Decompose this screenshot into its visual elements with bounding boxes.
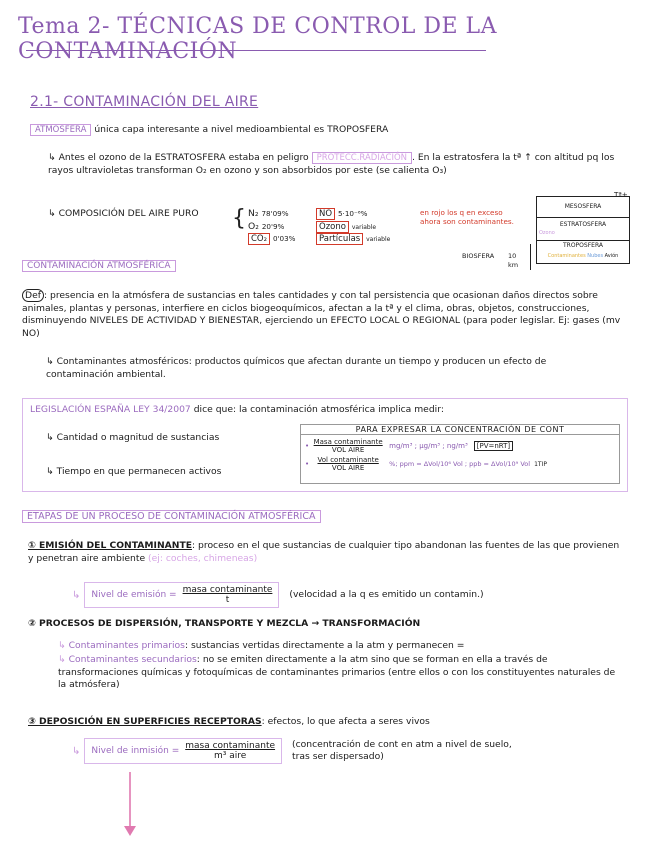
arrow-icon: ↳ bbox=[46, 432, 57, 443]
emision-formula: ↳ Nivel de emisión = masa contaminante t (velocidad a la q es emitido un contamin.) bbox=[72, 582, 484, 608]
gas-list: N₂ 78'09% O₂ 20'9% CO₂ 0'03% bbox=[248, 208, 296, 244]
layer-troposfera: TROPOSFERA Contaminantes Nubes Avión bbox=[547, 242, 619, 259]
stage-3: ③ DEPOSICIÓN EN SUPERFICIES RECEPTORAS: efectos, lo que afecta a seres vivos bbox=[28, 716, 430, 727]
arrow-icon: ↳ bbox=[72, 745, 81, 757]
contaminantes-note: ↳ Contaminantes atmosféricos: productos químicos que afectan durante un tiempo y producen un efecto de contaminación ambiental. bbox=[46, 356, 547, 380]
ozone-note: ↳ Antes el ozono de la ESTRATOSFERA estaba en peligro PROTECC.RADIACIÓN . En la estratosfera la tª ↑ con altitud pq los rayos ultravioletas transforman O₂ en ozono y son absorbidos por este (se calienta O₃) bbox=[48, 152, 615, 176]
stage-1: ① EMISIÓN DEL CONTAMINANTE: proceso en el que sustancias de cualquier tipo abandonan las fuentes de las que provienen y penetran aire ambiente (ej: coches, chimeneas) bbox=[28, 540, 620, 564]
page-title: Tema 2- TÉCNICAS DE CONTROL DE LA CONTAMINACIÓN bbox=[18, 14, 498, 64]
layer-mesosfera: MESOSFERA bbox=[537, 197, 629, 218]
arrow-icon: ↳ bbox=[46, 356, 57, 367]
arrow-icon: ↳ bbox=[72, 589, 81, 601]
legislacion-line: LEGISLACIÓN ESPAÑA LEY 34/2007 dice que: la contaminación atmosférica implica medir: bbox=[30, 404, 444, 415]
biosfera-label: BIOSFERA bbox=[462, 252, 495, 260]
atmosfera-label: ATMOSFERA bbox=[30, 124, 91, 136]
down-arrow-icon bbox=[118, 770, 142, 840]
temp-label: Tª+ bbox=[614, 190, 628, 199]
definition: Def : presencia en la atmósfera de sustancias en tales cantidades y con tal persistencia que ocasionan daños directos sobre animales, plantas y personas, interfiere en ciclos biogeoquímicos, afectan a la tª y el clima, obras, objetos, construcciones, disminuyendo NIVELES DE ACTIVIDAD Y BIENESTAR, ejerciendo un EFECTO LOCAL O REGIONAL (para poder legislar. Ej: gases (mv NO) bbox=[22, 290, 621, 339]
km-bracket bbox=[530, 244, 531, 270]
legislacion-item2: ↳ Tiempo en que permanecen activos bbox=[46, 466, 222, 477]
atmosfera-text: única capa interesante a nivel medioambiental es TROPOSFERA bbox=[94, 124, 389, 135]
secundarios: ↳ Contaminantes secundarios: no se emiten directamente a la atm sino que se forman en ella a través de transformaciones químicas y fotoquímicas de contaminantes primarios (entre ellos o con los constituyentes naturales de la atmósfera) bbox=[58, 654, 616, 690]
primarios: ↳ Contaminantes primarios: sustancias vertidas directamente a la atm y permanecen = bbox=[58, 640, 465, 651]
protec-label: PROTECC.RADIACIÓN bbox=[312, 152, 412, 164]
atmosphere-diagram bbox=[536, 196, 630, 264]
etapas-label: ETAPAS DE UN PROCESO DE CONTAMINACIÓN ATMOSFÉRICA bbox=[22, 510, 321, 523]
composicion-label: ↳ COMPOSICIÓN DEL AIRE PURO bbox=[48, 208, 199, 219]
arrow-icon: ↳ bbox=[46, 466, 57, 477]
concentration-box: PARA EXPRESAR LA CONCENTRACIÓN DE CONT • Masa contaminante VOL AIRE mg/m³ ; µg/m³ ; ng/m³ [PV=nRT] • Vol contaminante VOL AIRE %; ppm = ΔVol/10⁶ Vol ; ppb = ΔVol/10⁹ Vol 1TIP bbox=[300, 424, 620, 484]
atmosfera-line bbox=[30, 124, 620, 137]
red-note: en rojo los q en exceso ahora son contaminantes. bbox=[420, 208, 514, 226]
title-underline bbox=[26, 50, 486, 51]
section-heading: 2.1- CONTAMINACIÓN DEL AIRE bbox=[30, 94, 259, 110]
gas-list-2: NO 5·10⁻⁶% Ozono variable Partículas variable bbox=[316, 208, 390, 246]
contaminacion-label: CONTAMINACIÓN ATMOSFÉRICA bbox=[22, 260, 176, 272]
km-label: 10 km bbox=[508, 252, 519, 269]
brace-icon: { bbox=[232, 206, 246, 231]
arrow-icon: ↳ bbox=[58, 654, 69, 665]
inmision-formula: ↳ Nivel de inmisión = masa contaminante m³ aire (concentración de cont en atm a nivel de suelo, tras ser dispersado) bbox=[72, 738, 512, 762]
arrow-icon: ↳ bbox=[58, 640, 69, 651]
arrow-icon: ↳ bbox=[48, 208, 59, 219]
layer-estratosfera: ESTRATOSFERA Ozono bbox=[537, 218, 629, 241]
stage-2: ② PROCESOS DE DISPERSIÓN, TRANSPORTE Y MEZCLA → TRANSFORMACIÓN bbox=[28, 618, 421, 629]
legislacion-item1: ↳ Cantidad o magnitud de sustancias bbox=[46, 432, 220, 443]
arrow-icon: ↳ bbox=[48, 152, 59, 163]
